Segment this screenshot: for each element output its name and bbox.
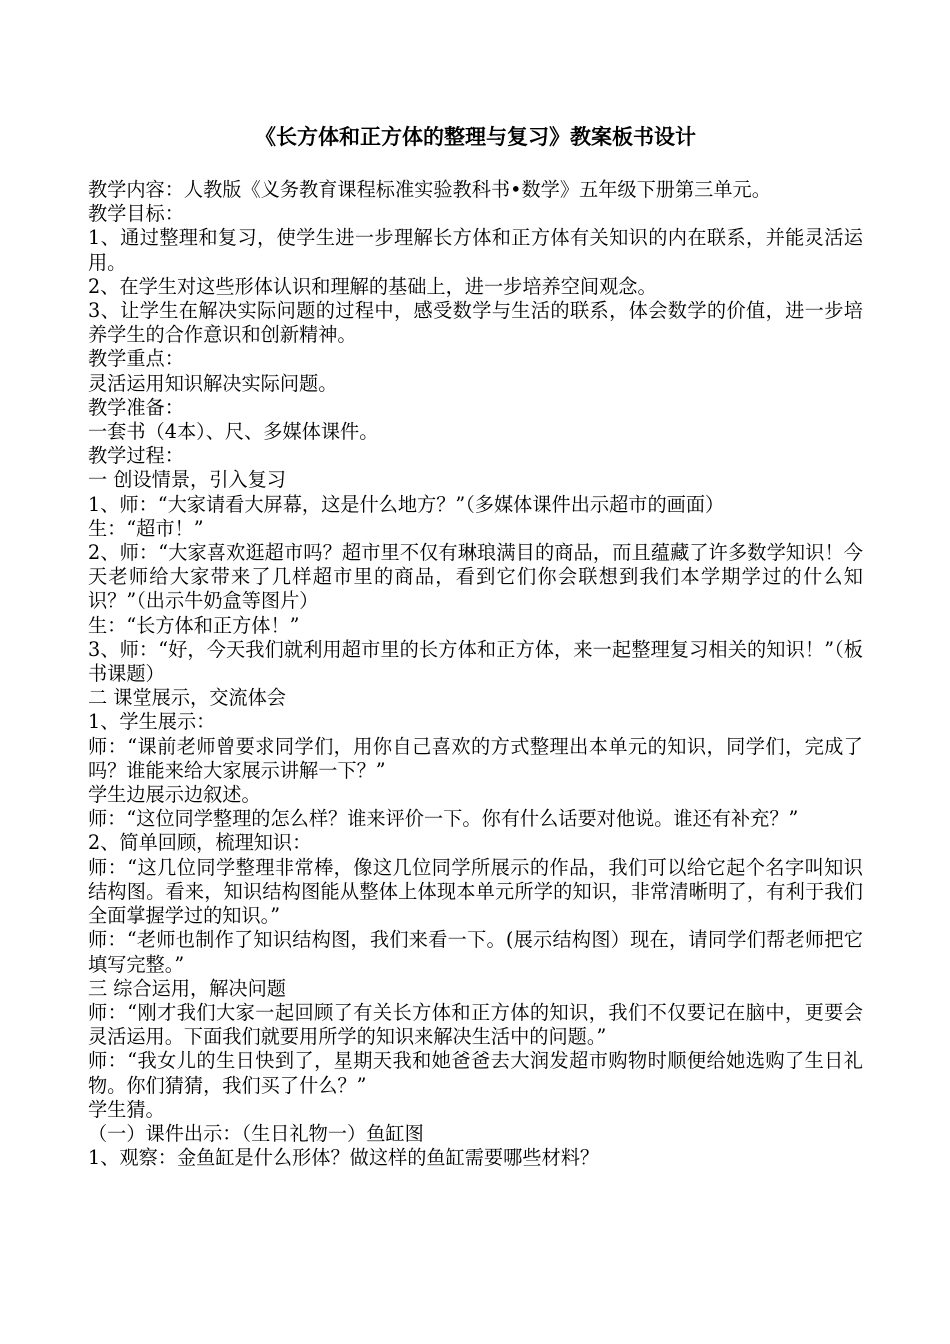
- subsection-heading: 2、简单回顾，梳理知识：: [88, 831, 312, 855]
- key-points-heading: 教学重点：: [88, 347, 184, 371]
- dialogue-line: 师：“老师也制作了知识结构图，我们来看一下。(展示结构图）现在，请同学们帮老师把它填写完整。”: [88, 928, 863, 976]
- dialogue-line: 学生边展示边叙述。: [88, 783, 261, 807]
- objective-3: 3、让学生在解决实际问题的过程中，感受数学与生活的联系，体会数学的价值，进一步培养学生的合作意识和创新精神。: [88, 299, 863, 347]
- preparation-text: 一套书（4本）、尺、多媒体课件。: [88, 420, 379, 444]
- section-3-heading: 三 综合运用，解决问题: [88, 976, 286, 1000]
- document-body: [88, 178, 863, 1170]
- dialogue-line: 3、师：“好，今天我们就利用超市里的长方体和正方体，来一起整理复习相关的知识！”（板书课题）: [88, 637, 863, 686]
- document-title: 《长方体和正方体的整理与复习》教案板书设计: [255, 124, 696, 149]
- dialogue-line: 师：“这几位同学整理非常棒，像这几位同学所展示的作品，我们可以给它起个名字叫知识结构图。看来，知识结构图能从整体上体现本单元所学的知识，非常清晰明了，有利于我们全面掌握学过的知识。”: [88, 855, 863, 928]
- subsection-heading: 1、学生展示：: [88, 710, 216, 734]
- dialogue-line: 2、师：“大家喜欢逛超市吗？超市里不仅有琳琅满目的商品，而且蕴藏了许多数学知识！今天老师给大家带来了几样超市里的商品，看到它们你会联想到我们本学期学过的什么知识？”（出示牛奶盒等图片）: [88, 541, 863, 613]
- teaching-content: 教学内容：人教版《义务教育课程标准实验教科书•数学》五年级下册第三单元。: [88, 178, 771, 201]
- dialogue-line: 学生猜。: [88, 1097, 165, 1121]
- dialogue-line: 1、观察：金鱼缸是什么形体？做这样的鱼缸需要哪些材料？: [88, 1146, 600, 1170]
- process-heading: 教学过程：: [88, 444, 184, 468]
- dialogue-line: 1、师：“大家请看大屏幕，这是什么地方？”（多媒体课件出示超市的画面）: [88, 492, 725, 516]
- objective-1: 1、通过整理和复习，使学生进一步理解长方体和正方体有关知识的内在联系，并能灵活运用。: [88, 226, 863, 274]
- key-points-text: 灵活运用知识解决实际问题。: [88, 371, 338, 395]
- dialogue-line: 生：“长方体和正方体！”: [88, 613, 300, 637]
- dialogue-line: 师：“刚才我们大家一起回顾了有关长方体和正方体的知识，我们不仅要记在脑中，更要会灵活运用。下面我们就要用所学的知识来解决生活中的问题。”: [88, 1000, 863, 1049]
- section-2-heading: 二 课堂展示，交流体会: [88, 686, 286, 710]
- objective-2: 2、在学生对这些形体认识和理解的基础上，进一步培养空间观念。: [88, 274, 657, 298]
- objectives-heading: 教学目标：: [88, 202, 184, 226]
- dialogue-line: 生：“超市！”: [88, 516, 204, 540]
- section-1-heading: 一 创设情景，引入复习: [88, 468, 286, 492]
- dialogue-line: 师：“我女儿的生日快到了，星期天我和她爸爸去大润发超市购物时顺便给她选购了生日礼物。你们猜猜，我们买了什么？”: [88, 1049, 863, 1097]
- dialogue-line: 师：“课前老师曾要求同学们，用你自己喜欢的方式整理出本单元的知识，同学们，完成了吗？谁能来给大家展示讲解一下？”: [88, 734, 863, 782]
- subsection-heading: （一）课件出示：（生日礼物一）鱼缸图: [88, 1121, 424, 1145]
- document-page: [88, 122, 863, 1170]
- dialogue-line: 师：“这位同学整理的怎么样？谁来评价一下。你有什么话要对他说。谁还有补充？”: [88, 807, 799, 831]
- preparation-heading: 教学准备：: [88, 395, 184, 419]
